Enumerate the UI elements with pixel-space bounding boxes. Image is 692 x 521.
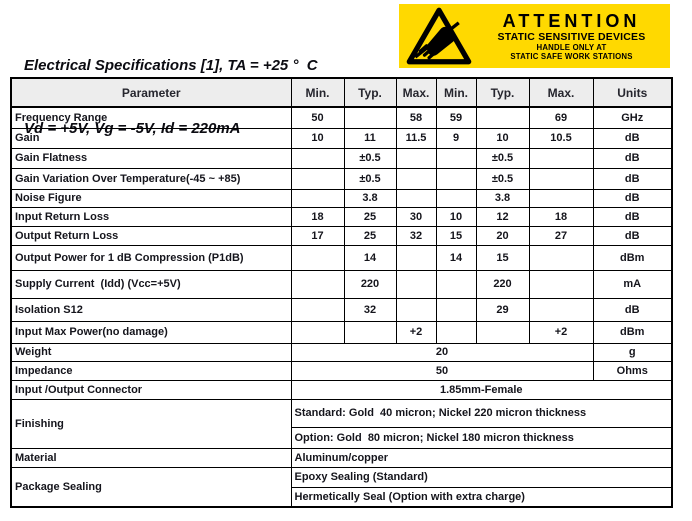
- cell-typ-2: ±0.5: [476, 148, 529, 168]
- cell-value-span: 50: [291, 361, 593, 380]
- cell-typ-1: 14: [344, 245, 396, 270]
- cell-min-1: 17: [291, 226, 344, 245]
- cell-units: dB: [593, 168, 672, 189]
- param-label: Supply Current (Idd) (Vcc=+5V): [11, 270, 291, 298]
- row-frequency-range: [11, 107, 672, 128]
- cell-units: dB: [593, 298, 672, 321]
- cell-typ-2: ±0.5: [476, 168, 529, 189]
- cell-max-1: [396, 270, 436, 298]
- header-min-1: Min.: [291, 78, 344, 107]
- esd-hand-triangle-icon: [401, 6, 477, 66]
- row-input-return-loss: [11, 207, 672, 226]
- param-label: Frequency Range: [11, 107, 291, 128]
- param-label: Gain Flatness: [11, 148, 291, 168]
- title-line-2: Vd = +5V, Vg = -5V, Id = 220mA: [24, 120, 241, 137]
- cell-max-1: +2: [396, 321, 436, 343]
- cell-min-2: 9: [436, 128, 476, 148]
- row-gain: [11, 128, 672, 148]
- cell-units: dB: [593, 207, 672, 226]
- cell-max-1: [396, 189, 436, 207]
- cell-material-value: Aluminum/copper: [291, 448, 672, 467]
- param-label: Isolation S12: [11, 298, 291, 321]
- param-label: Output Return Loss: [11, 226, 291, 245]
- cell-min-2: 14: [436, 245, 476, 270]
- row-gain-variation: [11, 168, 672, 189]
- row-output-return-loss: [11, 226, 672, 245]
- cell-min-2: [436, 270, 476, 298]
- cell-max-2: 10.5: [529, 128, 593, 148]
- cell-max-2: [529, 270, 593, 298]
- cell-typ-2: [476, 321, 529, 343]
- row-gain-flatness: [11, 148, 672, 168]
- param-label: Weight: [11, 343, 291, 361]
- cell-units: dB: [593, 148, 672, 168]
- cell-typ-1: 11: [344, 128, 396, 148]
- cell-max-2: [529, 168, 593, 189]
- cell-min-1: [291, 245, 344, 270]
- title-line-1: Electrical Specifications [1], TA = +25 ° C: [24, 57, 318, 74]
- cell-typ-2: 12: [476, 207, 529, 226]
- attention-text: [477, 12, 666, 61]
- cell-max-1: 30: [396, 207, 436, 226]
- cell-typ-2: 29: [476, 298, 529, 321]
- param-label: Input /Output Connector: [11, 380, 291, 399]
- row-supply-current: [11, 270, 672, 298]
- param-label: Input Return Loss: [11, 207, 291, 226]
- row-finishing-standard: [11, 399, 672, 427]
- row-package-sealing-epoxy: [11, 467, 672, 487]
- cell-min-2: [436, 168, 476, 189]
- cell-min-1: [291, 168, 344, 189]
- param-label: Gain: [11, 128, 291, 148]
- header-parameter: Parameter: [11, 78, 291, 107]
- cell-typ-2: 3.8: [476, 189, 529, 207]
- cell-max-1: [396, 148, 436, 168]
- cell-min-1: [291, 148, 344, 168]
- header-units: Units: [593, 78, 672, 107]
- spec-table: [10, 77, 673, 508]
- cell-units: dB: [593, 189, 672, 207]
- cell-value-span: 1.85mm-Female: [291, 380, 672, 399]
- cell-min-2: [436, 189, 476, 207]
- cell-typ-2: 10: [476, 128, 529, 148]
- attention-handle-line: HANDLE ONLY AT: [536, 42, 607, 52]
- row-p1db: [11, 245, 672, 270]
- row-connector: [11, 380, 672, 399]
- cell-min-1: [291, 321, 344, 343]
- cell-max-2: 27: [529, 226, 593, 245]
- cell-units: GHz: [593, 107, 672, 128]
- cell-units: dB: [593, 128, 672, 148]
- cell-min-1: [291, 270, 344, 298]
- header-typ-2: Typ.: [476, 78, 529, 107]
- cell-units: dB: [593, 226, 672, 245]
- attention-stations-line: STATIC SAFE WORK STATIONS: [510, 51, 633, 61]
- cell-typ-1: [344, 321, 396, 343]
- cell-typ-2: 20: [476, 226, 529, 245]
- cell-typ-1: 3.8: [344, 189, 396, 207]
- cell-units: g: [593, 343, 672, 361]
- cell-max-2: 18: [529, 207, 593, 226]
- cell-min-1: 50: [291, 107, 344, 128]
- param-label: Package Sealing: [11, 467, 291, 507]
- param-label: Gain Variation Over Temperature(-45 ~ +85): [11, 168, 291, 189]
- cell-max-2: [529, 189, 593, 207]
- cell-typ-1: ±0.5: [344, 168, 396, 189]
- row-impedance: [11, 361, 672, 380]
- header-max-1: Max.: [396, 78, 436, 107]
- cell-min-2: 59: [436, 107, 476, 128]
- param-label: Impedance: [11, 361, 291, 380]
- param-label: Finishing: [11, 399, 291, 448]
- param-label: Input Max Power(no damage): [11, 321, 291, 343]
- cell-finishing-standard: Standard: Gold 40 micron; Nickel 220 micron thickness: [291, 399, 672, 427]
- cell-max-1: [396, 168, 436, 189]
- cell-max-2: [529, 298, 593, 321]
- cell-min-2: 10: [436, 207, 476, 226]
- attention-subheading: STATIC SENSITIVE DEVICES: [497, 30, 646, 43]
- cell-value-span: 20: [291, 343, 593, 361]
- cell-units: dBm: [593, 245, 672, 270]
- param-label: Output Power for 1 dB Compression (P1dB): [11, 245, 291, 270]
- cell-typ-1: 32: [344, 298, 396, 321]
- cell-min-2: [436, 148, 476, 168]
- cell-max-1: [396, 245, 436, 270]
- cell-max-2: 69: [529, 107, 593, 128]
- cell-min-2: 15: [436, 226, 476, 245]
- row-weight: [11, 343, 672, 361]
- cell-max-1: 11.5: [396, 128, 436, 148]
- cell-typ-2: 15: [476, 245, 529, 270]
- row-isolation: [11, 298, 672, 321]
- cell-typ-1: [344, 107, 396, 128]
- cell-typ-1: ±0.5: [344, 148, 396, 168]
- cell-sealing-hermetic: Hermetically Seal (Option with extra charge): [291, 487, 672, 507]
- cell-typ-2: 220: [476, 270, 529, 298]
- cell-max-1: 58: [396, 107, 436, 128]
- cell-typ-1: 25: [344, 226, 396, 245]
- header-max-2: Max.: [529, 78, 593, 107]
- attention-heading: ATTENTION: [502, 10, 641, 31]
- cell-units: Ohms: [593, 361, 672, 380]
- cell-typ-2: [476, 107, 529, 128]
- cell-min-1: [291, 298, 344, 321]
- cell-min-2: [436, 321, 476, 343]
- cell-finishing-option: Option: Gold 80 micron; Nickel 180 micron thickness: [291, 427, 672, 448]
- table-header-row: [11, 78, 672, 107]
- cell-typ-1: 220: [344, 270, 396, 298]
- header-typ-1: Typ.: [344, 78, 396, 107]
- row-material: [11, 448, 672, 467]
- cell-min-2: [436, 298, 476, 321]
- cell-units: dBm: [593, 321, 672, 343]
- cell-max-1: 32: [396, 226, 436, 245]
- row-noise-figure: [11, 189, 672, 207]
- esd-attention-label: [399, 4, 670, 68]
- cell-max-2: +2: [529, 321, 593, 343]
- cell-max-1: [396, 298, 436, 321]
- cell-max-2: [529, 148, 593, 168]
- param-label: Noise Figure: [11, 189, 291, 207]
- cell-max-2: [529, 245, 593, 270]
- header-min-2: Min.: [436, 78, 476, 107]
- param-label: Material: [11, 448, 291, 467]
- cell-sealing-epoxy: Epoxy Sealing (Standard): [291, 467, 672, 487]
- cell-typ-1: 25: [344, 207, 396, 226]
- cell-units: mA: [593, 270, 672, 298]
- cell-min-1: 18: [291, 207, 344, 226]
- cell-min-1: [291, 189, 344, 207]
- cell-min-1: 10: [291, 128, 344, 148]
- row-input-max-power: [11, 321, 672, 343]
